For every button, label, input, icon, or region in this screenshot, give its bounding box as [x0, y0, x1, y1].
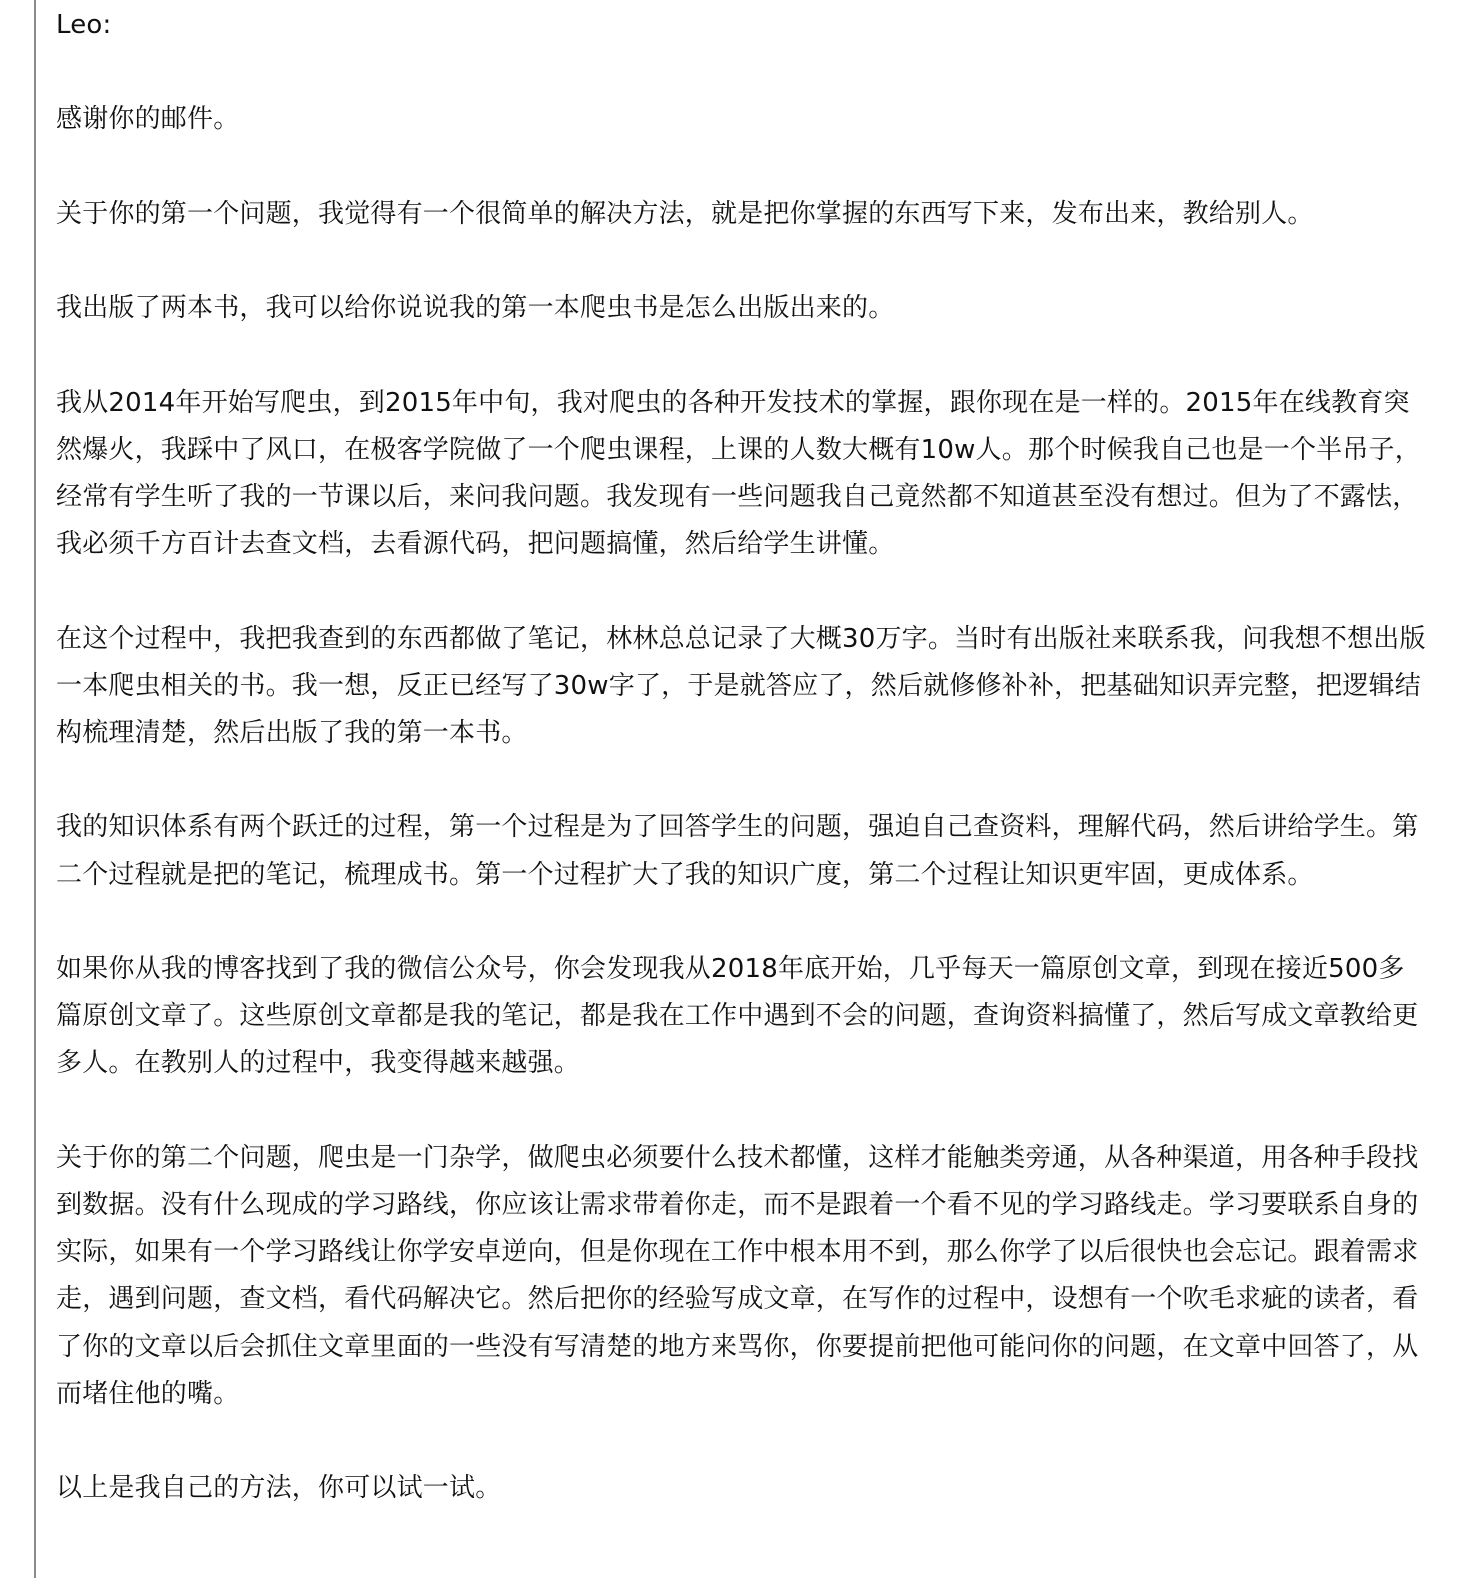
email-greeting: Leo: [56, 10, 112, 40]
paragraph-books: 我出版了两本书，我可以给你说说我的第一本爬虫书是怎么出版出来的。 [56, 293, 895, 324]
paragraph-thanks: 感谢你的邮件。 [56, 104, 240, 135]
paragraph-notes-to-book: 在这个过程中，我把我查到的东西都做了笔记，林林总总记录了大概30万字。当时有出版社来联系我，问我想不想出版一本爬虫相关的书。我一想，反正已经写了30w字了，于是就答应了，然后就修修补补，把基础知识弄完整，把逻辑结构梳理清楚，然后出版了我的第一本书。 [56, 623, 1426, 748]
paragraph-crawler-history: 我从2014年开始写爬虫，到2015年中旬，我对爬虫的各种开发技术的掌握，跟你现在是一样的。2015年在线教育突然爆火，我踩中了风口，在极客学院做了一个爬虫课程，上课的人数大概有10w人。那个时候我自己也是一个半吊子，经常有学生听了我的一节课以后，来问我问题。我发现有一些问题我自己竟然都不知道甚至没有想过。但为了不露怯，我必须千方百计去查文档，去看源代码，把问题搞懂，然后给学生讲懂。 [56, 387, 1421, 560]
quote-bar [34, 0, 36, 1578]
email-body [56, 0, 1428, 1560]
paragraph-closing: 以上是我自己的方法，你可以试一试。 [56, 1473, 502, 1504]
paragraph-first-question: 关于你的第一个问题，我觉得有一个很简单的解决方法，就是把你掌握的东西写下来，发布出来，教给别人。 [56, 198, 1314, 229]
paragraph-second-question: 关于你的第二个问题，爬虫是一门杂学，做爬虫必须要什么技术都懂，这样才能触类旁通，从各种渠道，用各种手段找到数据。没有什么现成的学习路线，你应该让需求带着你走，而不是跟着一个看不见的学习路线走。学习要联系自身的实际，如果有一个学习路线让你学安卓逆向，但是你现在工作中根本用不到，那么你学了以后很快也会忘记。跟着需求走，遇到问题，查文档，看代码解决它。然后把你的经验写成文章，在写作的过程中，设想有一个吹毛求疵的读者，看了你的文章以后会抓住文章里面的一些没有写清楚的地方来骂你，你要提前把他可能问你的问题，在文章中回答了，从而堵住他的嘴。 [56, 1142, 1419, 1409]
paragraph-wechat-articles: 如果你从我的博客找到了我的微信公众号，你会发现我从2018年底开始，几乎每天一篇原创文章，到现在接近500多篇原创文章了。这些原创文章都是我的笔记，都是我在工作中遇到不会的问题，查询资料搞懂了，然后写成文章教给更多人。在教别人的过程中，我变得越来越强。 [56, 953, 1419, 1079]
paragraph-knowledge-system: 我的知识体系有两个跃迁的过程，第一个过程是为了回答学生的问题，强迫自己查资料，理解代码，然后讲给学生。第二个过程就是把的笔记，梳理成书。第一个过程扩大了我的知识广度，第二个过程让知识更牢固，更成体系。 [56, 812, 1419, 890]
